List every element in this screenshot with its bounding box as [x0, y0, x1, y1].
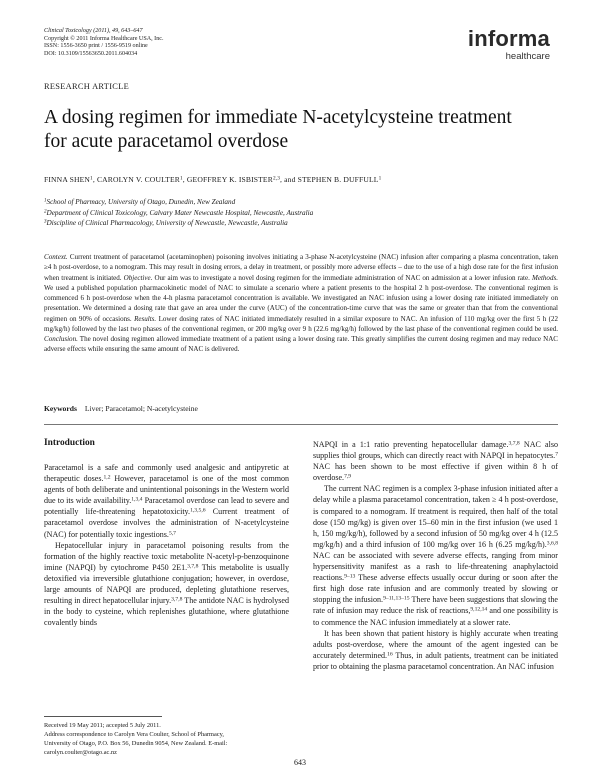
journal-citation: Clinical Toxicology (2011), 49, 643–647 [44, 28, 143, 34]
section-divider [44, 424, 558, 425]
body-paragraph [313, 628, 558, 672]
affiliation-sup: 3 [44, 219, 47, 225]
body-column-right [313, 439, 558, 672]
author-affil-sup: 1 [90, 175, 93, 182]
citation-sup: 3,6,8 [546, 540, 558, 547]
body-paragraph [313, 483, 558, 627]
page-number: 643 [294, 758, 306, 767]
citation-sup: 9,12,14 [470, 606, 488, 613]
abstract-objective: Our aim was to investigate a novel dosing regimen for the immediate administration of NAC on admission at a lower infusion rate. [154, 273, 530, 282]
body-text: Paracetamol overdose can lead to severe and potentially life-threatening hepatotoxicity. [44, 496, 289, 517]
title-line-2: for acute paracetamol overdose [44, 131, 289, 152]
abstract-context: Current treatment of paracetamol (acetaminophen) poisoning involves initiating a 3-phase N-acetylcysteine (NAC) infusion after comparing a plasma concentration, taken ≥4 h post-overdose, to a nomogram. This may result in dosing errors, a delay in treatment, or possibly more adverse effects – due to the use of a high dose rate for the first infusion when treatment is initiated. [44, 253, 558, 282]
correspondence-address: Address correspondence to Carolyn Vera Coulter, School of Pharmacy, [44, 731, 224, 739]
introduction-heading: Introduction [44, 438, 95, 448]
affiliation-sup: 1 [44, 198, 47, 204]
received-dates: Received 19 May 2011; accepted 5 July 2011. [44, 722, 161, 729]
body-text: Paracetamol is a safe and commonly used analgesic and antipyretic at therapeutic doses. [44, 463, 289, 484]
citation-sup: 9–11,13–15 [383, 595, 410, 602]
author-name: GEOFFREY K. ISBISTER [186, 175, 273, 184]
author-separator: , [92, 175, 97, 184]
logo-wordmark: informa [467, 26, 550, 51]
abstract-results-label: Results. [134, 314, 157, 323]
citation-sup: 1,3,4 [131, 496, 143, 503]
affiliation-item [44, 197, 313, 208]
body-text: NAC also supplies thiol groups, which can directly react with NAPQI in hepatocytes. [313, 440, 558, 461]
author-name: FINNA SHEN [44, 175, 91, 184]
affiliation-text: School of Pharmacy, University of Otago, Dunedin, New Zealand [46, 198, 236, 206]
footnote-divider [44, 716, 162, 717]
copyright-line: Copyright © 2011 Informa Healthcare USA, Inc. [44, 35, 164, 42]
body-text: Thus, in adult patients, treatment can be initiated prior to obtaining the plasma paracetamol concentration. An NAC infusion [313, 650, 558, 671]
issn-line: ISSN: 1556-3650 print / 1556-9519 online [44, 43, 148, 50]
abstract-conclusion-label: Conclusion. [44, 335, 78, 343]
body-text: NAPQI in a 1:1 ratio preventing hepatocellular damage. [313, 440, 509, 449]
affiliation-item [44, 218, 313, 229]
abstract-objective-label: Objective. [123, 273, 153, 282]
author-name: CAROLYN V. COULTER [96, 175, 180, 184]
body-paragraph [44, 462, 289, 540]
citation-sup: 3,7,8 [171, 596, 183, 603]
body-column-left [44, 462, 289, 628]
body-text: Current treatment of paracetamol overdose involves the administration of N-acetylcysteine (NAC) for potentially toxic ingestions. [44, 507, 290, 539]
citation-sup: 9–13 [344, 573, 356, 580]
publisher-logo [468, 28, 550, 63]
author-affil-sup: 1 [378, 175, 382, 182]
affiliation-list [44, 197, 313, 229]
abstract-conclusion: The novel dosing regimen allowed immediate treatment of a patient using a lower dosing rate. This greatly simplifies the current dosing regimen and may reduce NAC adverse effects while ensuring the same amount of NAC is delivered. [44, 335, 558, 354]
keywords-value: Liver; Paracetamol; N-acetylcysteine [84, 404, 198, 413]
affiliation-item [44, 208, 313, 219]
affiliation-sup: 2 [44, 209, 47, 215]
body-paragraph [44, 540, 289, 629]
correspondence-footnote [44, 721, 294, 757]
citation-sup: 7,9 [344, 473, 352, 480]
body-text: Hepatocellular injury in paracetamol poisoning results from the formation of the highly reactive toxic metabolite N-acetyl-p-benzoquinone imine (NAPQI) by cytochrome P450 2E1. [44, 540, 289, 572]
keywords [44, 404, 198, 413]
body-text: NAC has been shown to be most effective if given within 8 h of overdose. [313, 462, 558, 483]
correspondence-address: University of Otago, P.O. Box 56, Dunedin 9054, New Zealand. E-mail: [44, 740, 228, 748]
citation-sup: 16 [387, 651, 393, 658]
citation-sup: 3,7,8 [508, 440, 520, 447]
abstract-methods-label: Methods. [531, 273, 558, 282]
author-separator: , [182, 175, 187, 184]
affiliation-text: Discipline of Clinical Pharmacology, University of Newcastle, Newcastle, Australia [46, 219, 288, 227]
abstract-context-label: Context. [44, 253, 68, 261]
correspondence-email[interactable]: carolyn.coulter@otago.ac.nz [44, 749, 117, 757]
abstract [44, 252, 558, 355]
journal-meta [44, 28, 163, 58]
author-affil-sup: 1 [179, 175, 183, 182]
citation-sup: 5,7 [168, 530, 176, 537]
body-text: The current NAC regimen is a complex 3-phase infusion initiated after a delay while a plasma paracetamol concentration, taken ≥ 4 h post-overdose, is compared to a nomogram. If treatment is required, then half of the total dose (150 mg/kg) is given over 15–60 min in the first infusion (we used 1 h, 150 mg/kg/h), followed by a second infusion of 50 mg/kg over 4 h (12.5 mg/kg/h) and a third infusion of 100 mg/kg over 16 h (6.25 mg/kg/h). [313, 484, 558, 549]
author-name: STEPHEN B. DUFFULL [297, 175, 379, 184]
body-text: It has been shown that patient history is highly accurate when treating adults post-overdose, where the amount of the agent ingested can be accurately determined. [313, 628, 558, 660]
body-paragraph [313, 439, 558, 483]
logo-subtitle: healthcare [505, 51, 550, 62]
keywords-label: Keywords [44, 404, 77, 413]
body-text: There have been suggestions that slowing the rate of infusion may reduce the risk of reactions, [313, 595, 558, 616]
author-separator: , and [280, 175, 298, 184]
article-title [44, 106, 564, 154]
abstract-methods: We used a published population pharmacokinetic model of NAC to simulate a scenario where a patient presents to the hospital 2 h post-overdose. The conventional regimen is commenced 6 h post-overdose when the 4-h plasma paracetamol concentration is available. We investigated an NAC infusion using a lower dosing rate initiated immediately on presentation. We determined a dosing rate that gave an area under the curve (AUC) of the concentration-time curve that was the same or greater than that from the conventional regimen on 90% of occasions. [44, 283, 558, 323]
body-text: This metabolite is usually detoxified via irreversible glutathione conjugation; however, in overdose, large amounts of NAPQI are produced, depleting glutathione reserves, resulting in direct hepatocellular injury. [44, 562, 289, 606]
article-type-label: RESEARCH ARTICLE [44, 82, 130, 91]
abstract-results: Lower dosing rates of NAC initiated immediately resulted in a similar exposure to NAC. An infusion of 110 mg/kg over the first 5 h (22 mg/kg/h) followed by the last two phases of the conventional regimen, or 200 mg/kg over 9 h (22.6 mg/kg/h) followed by the last phase of the conventional regimen could be used. [44, 314, 559, 333]
citation-sup: 7 [555, 451, 558, 458]
body-text: NAC can be associated with severe adverse effects, ranging from minor hypersensitivity manifest as a rash to life-threatening anaphylactoid reactions. [313, 550, 558, 583]
body-text: These adverse effects usually occur during or soon after the first high dose rate infusion and are commonly treated by slowing or stopping the infusion. [313, 573, 558, 605]
citation-sup: 3,7,8 [187, 563, 199, 570]
doi-line[interactable]: DOI: 10.3109/15563650.2011.604034 [44, 50, 138, 57]
citation-sup: 1,3,5,6 [190, 507, 206, 514]
affiliation-text: Department of Clinical Toxicology, Calvary Mater Newcastle Hospital, Newcastle, Australia [46, 208, 314, 217]
title-line-1: A dosing regimen for immediate N-acetylcysteine treatment [44, 107, 512, 128]
body-text: However, paracetamol is one of the most common agents of both deliberate and unintentional poisonings in the Western world due to its wide availability. [44, 474, 290, 506]
body-text: and one possibility is to commence the NAC infusion immediately at a slower rate. [313, 606, 559, 627]
body-text: The antidote NAC is hydrolysed in the body to cysteine, which replenishes glutathione, where glutathione covalently binds [44, 596, 289, 628]
author-list [44, 175, 381, 184]
author-affil-sup: 2,3 [272, 175, 281, 182]
citation-sup: 1,2 [103, 474, 111, 481]
